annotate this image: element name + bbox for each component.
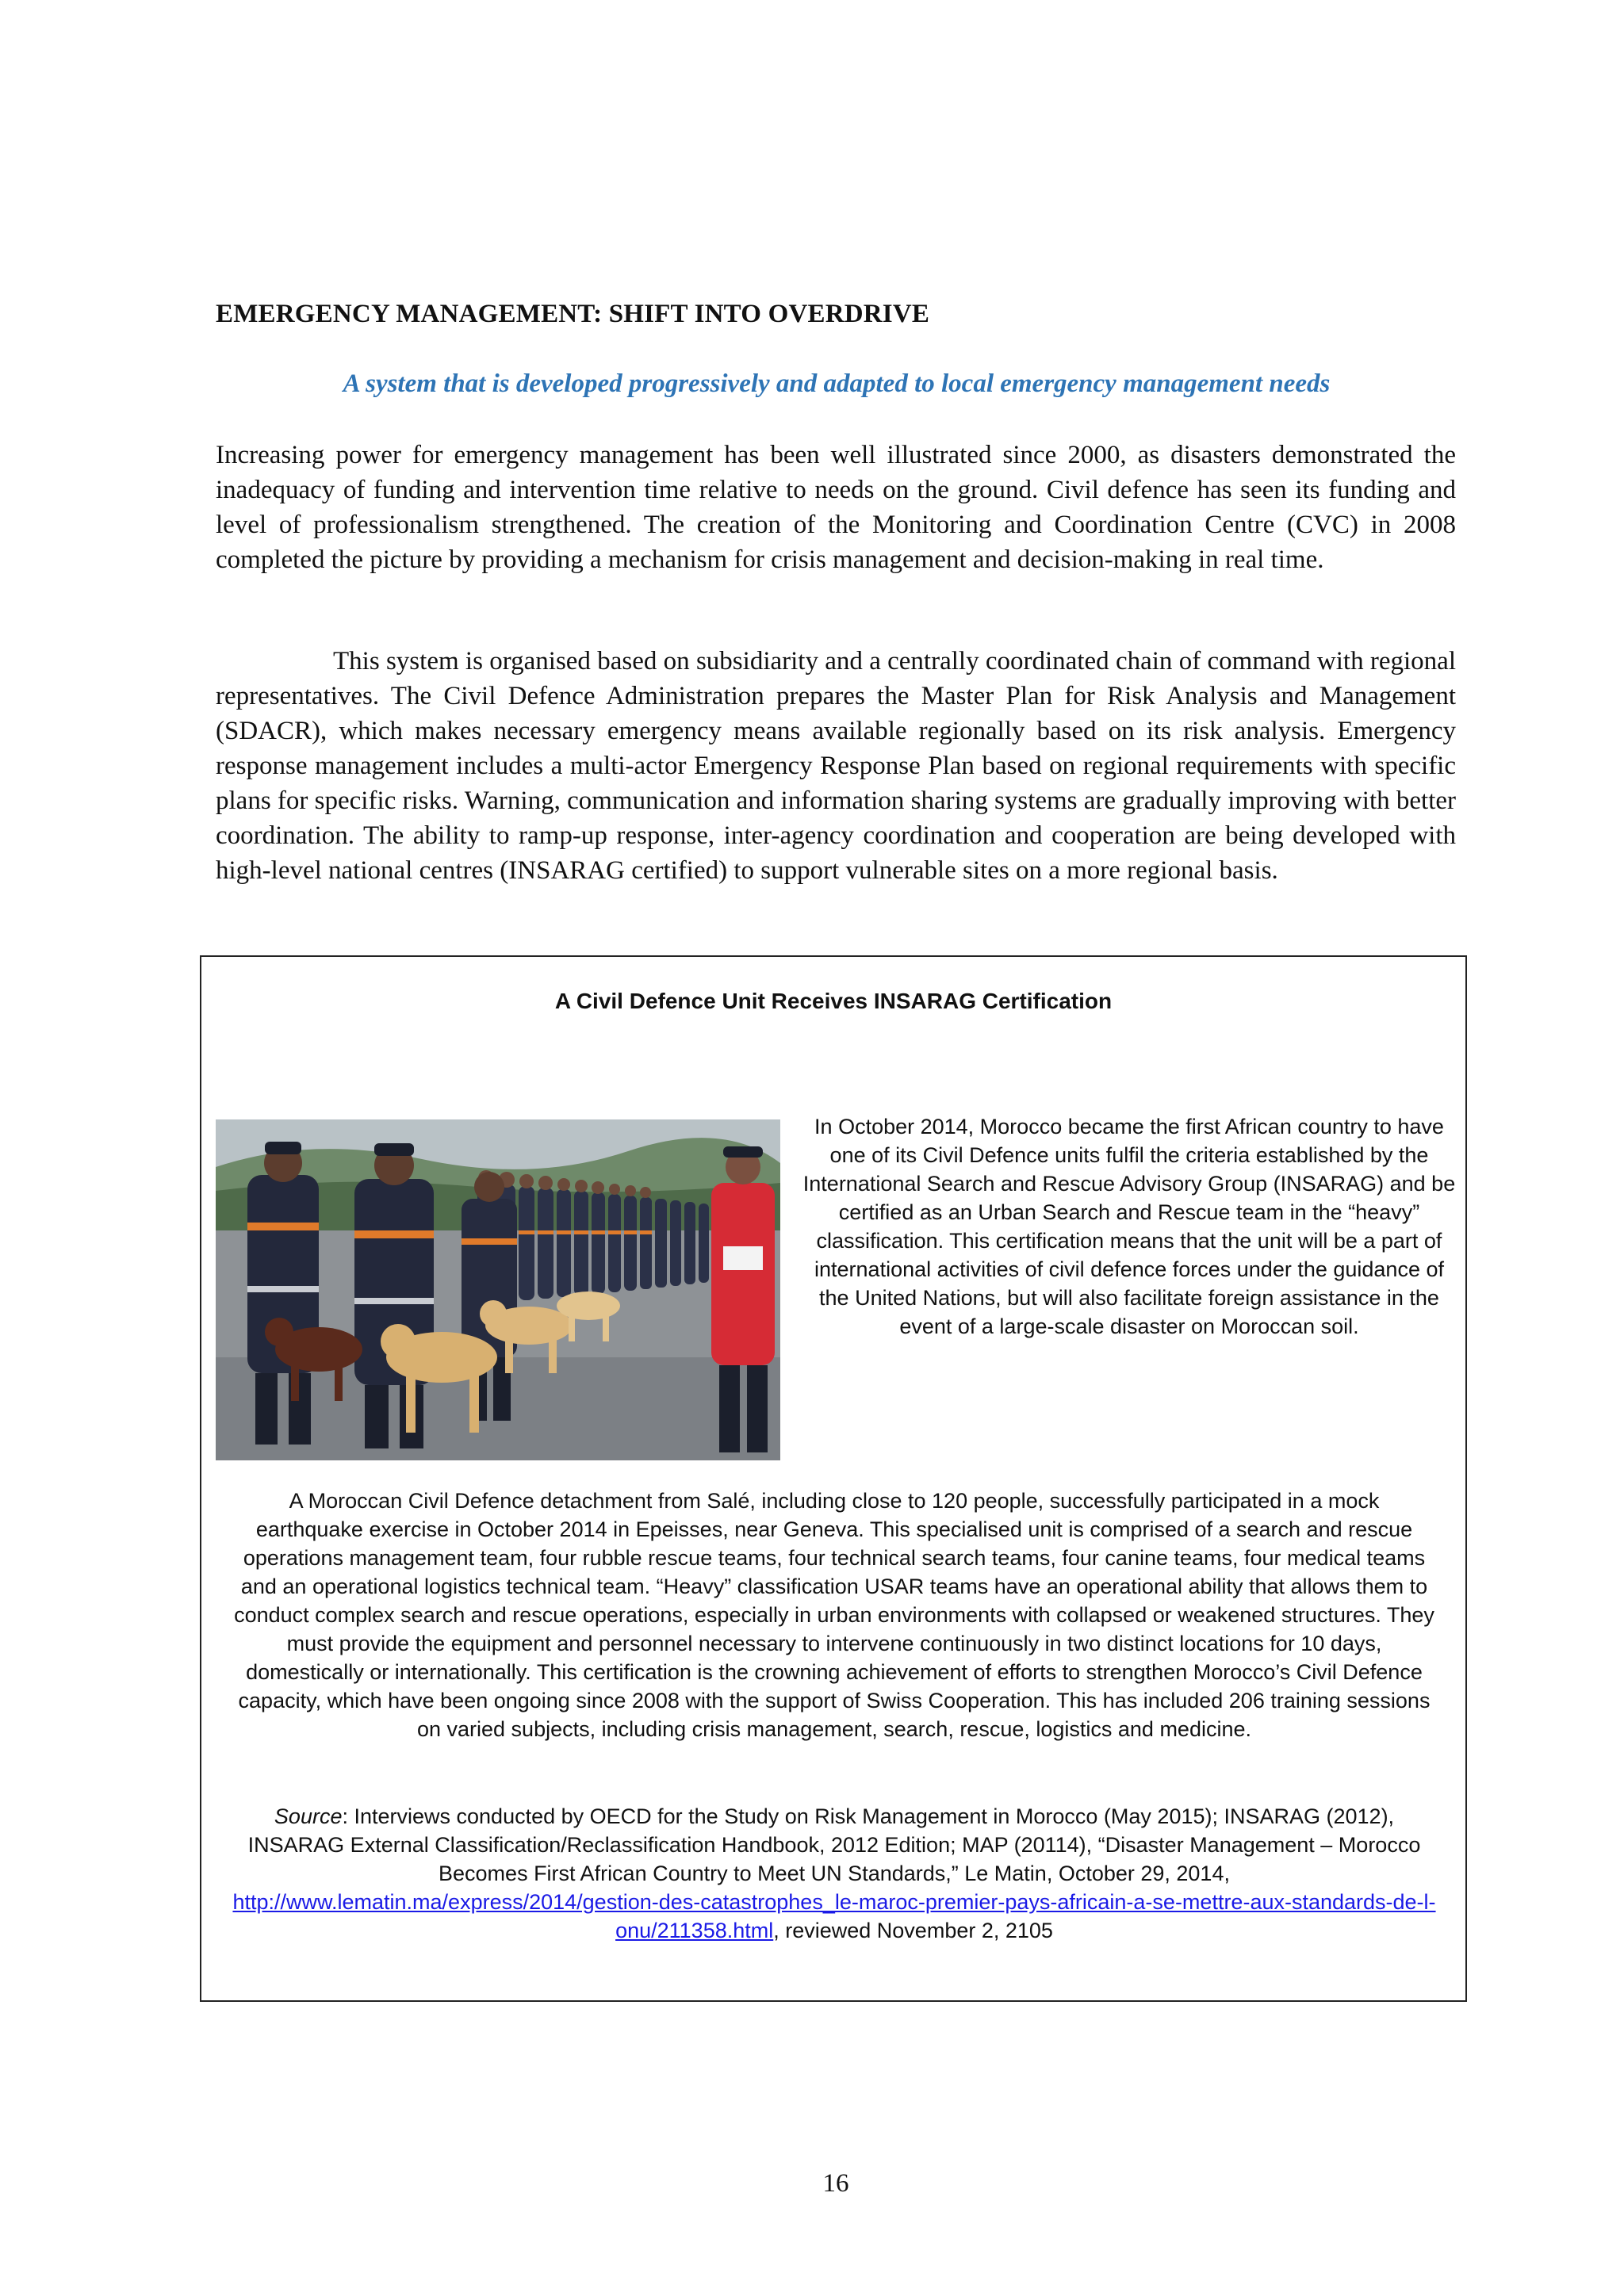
box-title: A Civil Defence Unit Receives INSARAG Certification [554,989,1113,1013]
box-side-text: In October 2014, Morocco became the first African country to have one of its Civil Defence units fulfil the criteria established by the International Search and Rescue Advisory Group (INSARAG) and be certified as an Urban Search and Rescue team in the “heavy” classification. This certification means that the unit will be a part of international activities of civil defence forces under the guidance of the United Nations, but will also facilitate foreign assistance in the event of a large-scale disaster on Moroccan soil. [802,1115,1456,1338]
section-subheading: A system that is developed progressively and adapted to local emergency management needs [343,369,1331,398]
box-body-text: A Moroccan Civil Defence detachment from Salé, including close to 120 people, successfully participated in a mock earthquake exercise in October 2014 in Epeisses, near Geneva. This specialised unit is comprised of a search and rescue operations management team, four rubble rescue teams, four technical search teams, four canine teams, four medical teams and an operational logistics technical team. “Heavy” classification USAR teams have an operational ability that allows them to conduct complex search and rescue operations, especially in urban environments with collapsed or weakened structures. They must provide the equipment and personnel necessary to intervene continuously in two distinct locations for 10 days, domestically or internationally. This certification is the crowning achievement of efforts to strengthen Morocco’s Civil Defence capacity, which have been ongoing since 2008 with the support of Swiss Cooperation. This has included 206 training sessions on varied subjects, including crisis management, search, rescue, logistics and medicine. [234,1489,1434,1741]
box-source [225,1802,1443,1945]
paragraph-2: This system is organised based on subsidiarity and a centrally coordinated chain of command with regional representatives. The Civil Defence Administration prepares the Master Plan for Risk Analysis and Management (SDACR), which makes necessary emergency means available regionally based on its risk analysis. Emergency response management includes a multi-actor Emergency Response Plan based on regional requirements with specific plans for specific risks. Warning, communication and information sharing systems are gradually improving with better coordination. The ability to ramp-up response, inter-agency coordination and cooperation are being developed with high-level national centres (INSARAG certified) to support vulnerable sites on a more regional basis. [216,647,1456,885]
source-link[interactable]: http://www.lematin.ma/express/2014/gestion-des-catastrophes_le-maroc-premier-pays-africain-a-se-mettre-aux-standards-de-l-onu/211358.html [232,1890,1436,1942]
source-label: Source [274,1804,343,1828]
source-citation: : Interviews conducted by OECD for the Study on Risk Management in Morocco (May 2015); INSARAG (2012), INSARAG External Classification/Reclassification Handbook, 2012 Edition; MAP (20114), “Disaster Management – Morocco Becomes First African Country to Meet UN Standards,” Le Matin, October 29, 2014, [247,1804,1421,1885]
paragraph-1: Increasing power for emergency management has been well illustrated since 2000, as disasters demonstrated the inadequacy of funding and intervention time relative to needs on the ground. Civil defence has seen its funding and level of professionalism strengthened. The creation of the Monitoring and Coordination Centre (CVC) in 2008 completed the picture by providing a mechanism for crisis management and decision-making in real time. [216,441,1456,574]
section-heading: EMERGENCY MANAGEMENT: SHIFT INTO OVERDRIVE [216,300,930,328]
civil-defence-team-photo [216,1119,780,1460]
page-number: 16 [822,2169,849,2198]
source-reviewed: , reviewed November 2, 2105 [773,1919,1053,1942]
info-box [200,955,1467,2002]
